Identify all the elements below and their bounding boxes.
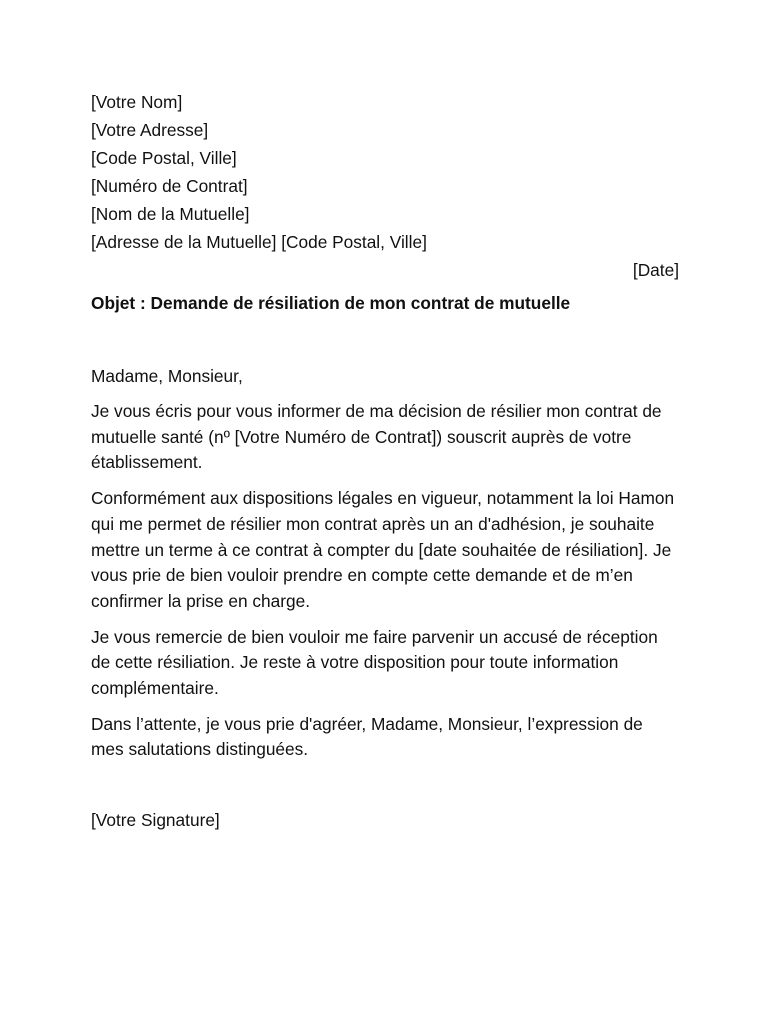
insurer-name: [Nom de la Mutuelle] (91, 204, 250, 224)
body-paragraph-intro: Je vous écris pour vous informer de ma décision de résilier mon contrat de mutuelle santé (nº [Votre Numéro de Contrat]) souscrit auprès de votre établissement. (91, 401, 662, 473)
letter-page (91, 88, 679, 833)
contract-number: [Numéro de Contrat] (91, 176, 248, 196)
body-paragraph-legal: Conformément aux dispositions légales en vigueur, notamment la loi Hamon qui me permet de résilier mon contrat après un an d'adhésion, je souhaite mettre un terme à ce contrat à compter du [date souhaitée de résiliation]. Je vous prie de bien vouloir prendre en compte cette demande et de m’en confirmer la prise en charge. (91, 488, 675, 611)
letter-signature: [Votre Signature] (91, 810, 220, 831)
sender-name: [Votre Nom] (91, 92, 183, 112)
body-paragraph-acknowledgement: Je vous remercie de bien vouloir me faire parvenir un accusé de réception de cette résiliation. Je reste à votre disposition pour toute information complémentaire. (91, 626, 658, 699)
insurer-address: [Adresse de la Mutuelle] [Code Postal, Ville] (91, 232, 427, 252)
letter-date: [Date] (632, 260, 679, 280)
body-paragraph-closing: Dans l’attente, je vous prie d'agréer, Madame, Monsieur, l’expression de mes salutations distinguées. (91, 713, 643, 760)
letter-subject: Objet : Demande de résiliation de mon contrat de mutuelle (91, 293, 571, 313)
sender-postal-city: [Code Postal, Ville] (91, 148, 237, 168)
sender-block (91, 88, 679, 256)
letter-salutation: Madame, Monsieur, (91, 366, 243, 386)
sender-address: [Votre Adresse] (91, 120, 209, 140)
